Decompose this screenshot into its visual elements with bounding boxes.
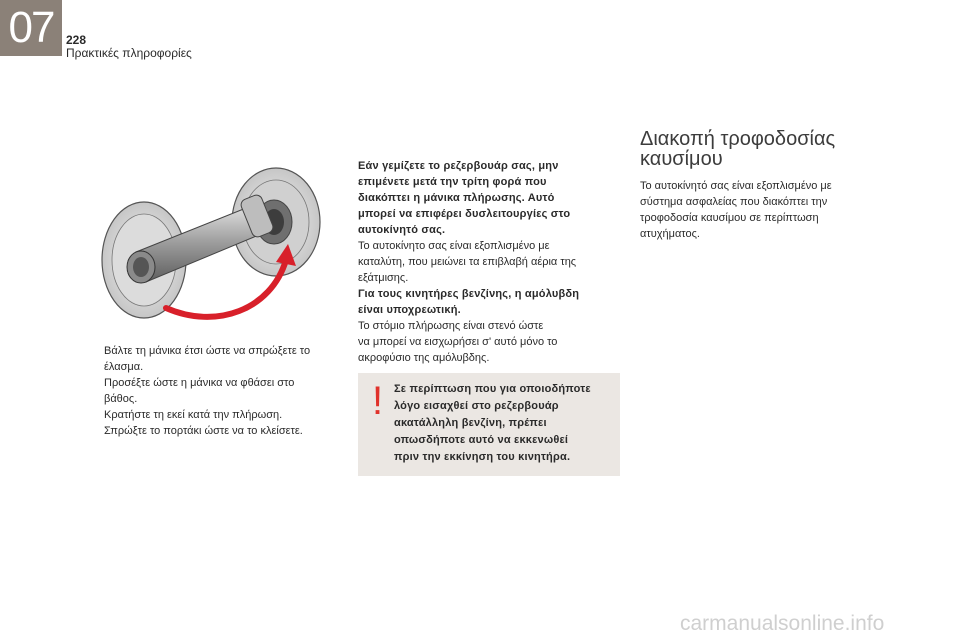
- step-list: [80, 343, 350, 439]
- refuelling-notes: [358, 158, 614, 366]
- chapter-number: 07: [0, 0, 62, 56]
- section-title: Διακοπή τροφοδοσίας καυσίμου: [640, 128, 836, 170]
- page-number: 228: [66, 33, 87, 47]
- unleaded-heading: Για τους κινητήρες βενζίνης, η αμόλυβδη είναι υποχρεωτική.: [358, 288, 580, 316]
- list-item: Κρατήστε τη εκεί κατά την πλήρωση.: [104, 409, 283, 421]
- list-item: Βάλτε τη μάνικα έτσι ώστε να σπρώξετε το έλασμα.: [104, 345, 311, 373]
- filler-neck-text: Το στόμιο πλήρωσης είναι στενό ώστε να μπορεί να εισχωρήσει σ' αυτό μόνο το ακροφύσιο της αμόλυβδης.: [358, 320, 558, 364]
- list-item: Σπρώξτε το πορτάκι ώστε να το κλείσετε.: [104, 425, 303, 437]
- catalyst-text: Το αυτοκίνητο σας είναι εξοπλισμένο με καταλύτη, που μειώνει τα επιβλαβή αέρια της εξάτμισης.: [358, 240, 577, 284]
- warning-text: Σε περίπτωση που για οποιοδήποτε λόγο εισαχθεί στο ρεζερβουάρ ακατάλληλη βενζίνη, πρέπει οπωσδήποτε αυτό να εκκενωθεί πριν την εκκίνηση του κινητήρα.: [394, 383, 591, 463]
- fuel-cutoff-text: Το αυτοκίνητό σας είναι εξοπλισμένο με σύστημα ασφαλείας που διακόπτει την τροφοδοσία καυσίμου σε περίπτωση ατυχήματος.: [640, 180, 832, 240]
- section-name: Πρακτικές πληροφορίες: [66, 46, 192, 60]
- overfill-warning-text: Εάν γεμίζετε το ρεζερβουάρ σας, μην επιμένετε μετά την τρίτη φορά που διακόπτει η μάνικα πλήρωσης. Αυτό μπορεί να επιφέρει δυσλειτουργίες στο αυτοκίνητό σας.: [358, 160, 571, 236]
- warning-icon: !: [372, 379, 384, 423]
- fuel-filler-illustration: [96, 160, 326, 330]
- watermark: carmanualsonline.info: [680, 612, 885, 635]
- warning-box: [358, 373, 620, 476]
- list-item: Προσέξτε ώστε η μάνικα να φθάσει στο βάθος.: [104, 377, 295, 405]
